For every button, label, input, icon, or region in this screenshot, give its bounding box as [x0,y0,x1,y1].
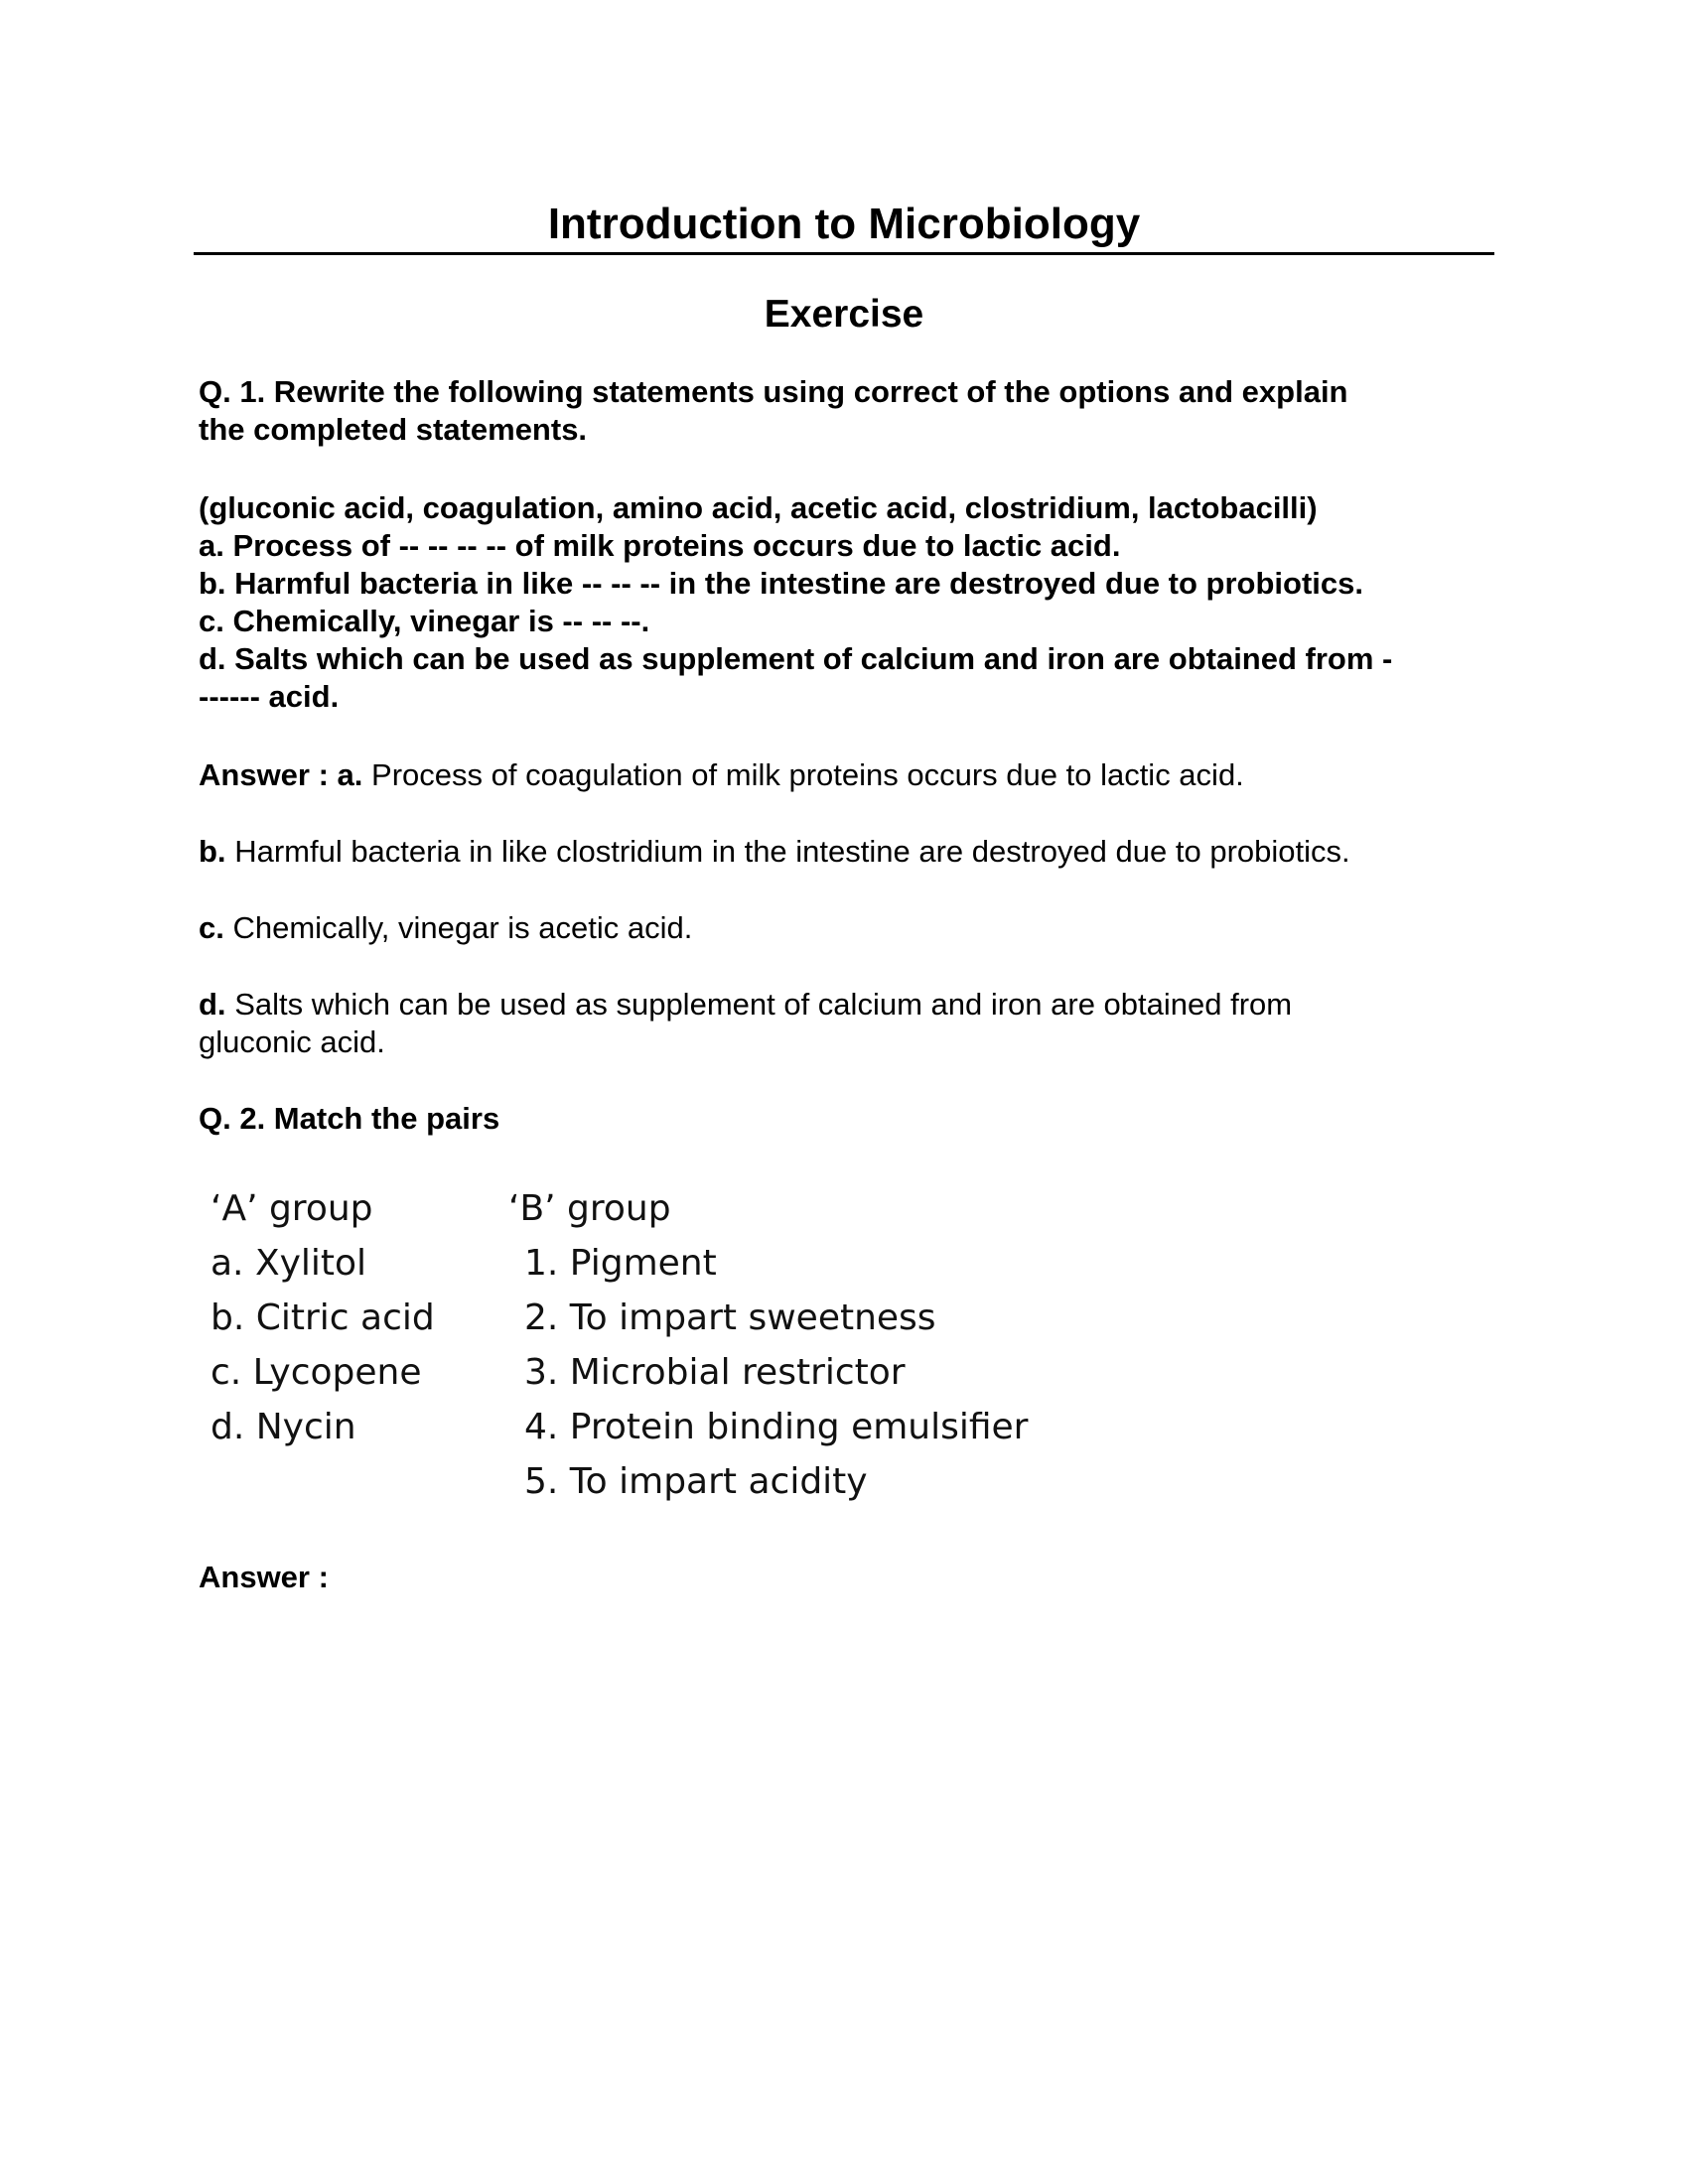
answer-1a [199,756,1499,794]
question-1-item-d-line-2: ------ acid. [199,679,340,714]
match-row [211,1400,1120,1454]
answer-2-label: Answer : [199,1560,329,1594]
match-row [211,1454,1120,1509]
answer-1b [199,833,1499,871]
group-a-item: b. Citric acid [211,1297,435,1338]
page-title: Introduction to Microbiology [547,200,1141,248]
answer-1d-line-2: gluconic acid. [199,1024,385,1059]
group-a-item: c. Lycopene [211,1352,422,1393]
question-1-options [199,489,1499,527]
group-b-item: 2. To impart sweetness [524,1297,936,1338]
question-1-item-b: b. Harmful bacteria in like -- -- -- in the intestine are destroyed due to probiotics. [199,566,1364,601]
answer-1d-label: d. [199,987,226,1022]
answer-label: Answer : [199,757,329,792]
answer-1d-text-1: Salts which can be used as supplement of calcium and iron are obtained from [234,987,1293,1022]
question-2-prompt [199,1100,1499,1138]
section-heading: Exercise [764,293,924,336]
question-1-item-c: c. Chemically, vinegar is -- -- --. [199,604,650,638]
answer-1b-text: Harmful bacteria in like clostridium in the intestine are destroyed due to probiotics. [234,834,1350,869]
group-a-item: a. Xylitol [211,1243,367,1284]
answer-1c-label: c. [199,910,224,945]
group-b-item: 4. Protein binding emulsifier [524,1407,1029,1447]
answer-2 [199,1559,1499,1596]
question-1-item-a: a. Process of -- -- -- -- of milk proteins occurs due to lactic acid. [199,528,1121,563]
match-row [211,1345,1120,1400]
answer-1c [199,909,1499,947]
group-b-item: 1. Pigment [524,1243,717,1284]
question-1-prompt [199,373,1499,449]
title-divider [194,252,1494,255]
question-1-item-d-line-1: d. Salts which can be used as supplement of calcium and iron are obtained from - [199,641,1393,676]
question-1-prompt-line-1: Q. 1. Rewrite the following statements using correct of the options and explain [199,374,1348,409]
match-pairs-table [211,1181,1120,1509]
question-2-prompt-text: Q. 2. Match the pairs [199,1101,500,1136]
answer-1b-label: b. [199,834,226,869]
group-b-item: 3. Microbial restrictor [524,1352,906,1393]
match-header-row [211,1181,1120,1236]
answer-1d-line-1 [199,986,1499,1024]
group-b-item: 5. To impart acidity [524,1461,868,1502]
question-1-prompt-line-2: the completed statements. [199,412,588,447]
group-b-header: ‘B’ group [508,1188,671,1229]
answer-1a-text: Process of coagulation of milk proteins occurs due to lactic acid. [371,757,1244,792]
answer-1b-line [199,833,1499,871]
group-a-item: d. Nycin [211,1407,356,1447]
answer-1d [199,986,1499,1061]
options-list: (gluconic acid, coagulation, amino acid, acetic acid, clostridium, lactobacilli) [199,490,1318,525]
answer-1a-label: a. [337,757,363,792]
answer-1a-line [199,756,1499,794]
question-1-items [199,527,1499,716]
match-row [211,1291,1120,1345]
group-a-header: ‘A’ group [211,1188,373,1229]
answer-1c-line [199,909,1499,947]
answer-1c-text: Chemically, vinegar is acetic acid. [232,910,693,945]
match-row [211,1236,1120,1291]
